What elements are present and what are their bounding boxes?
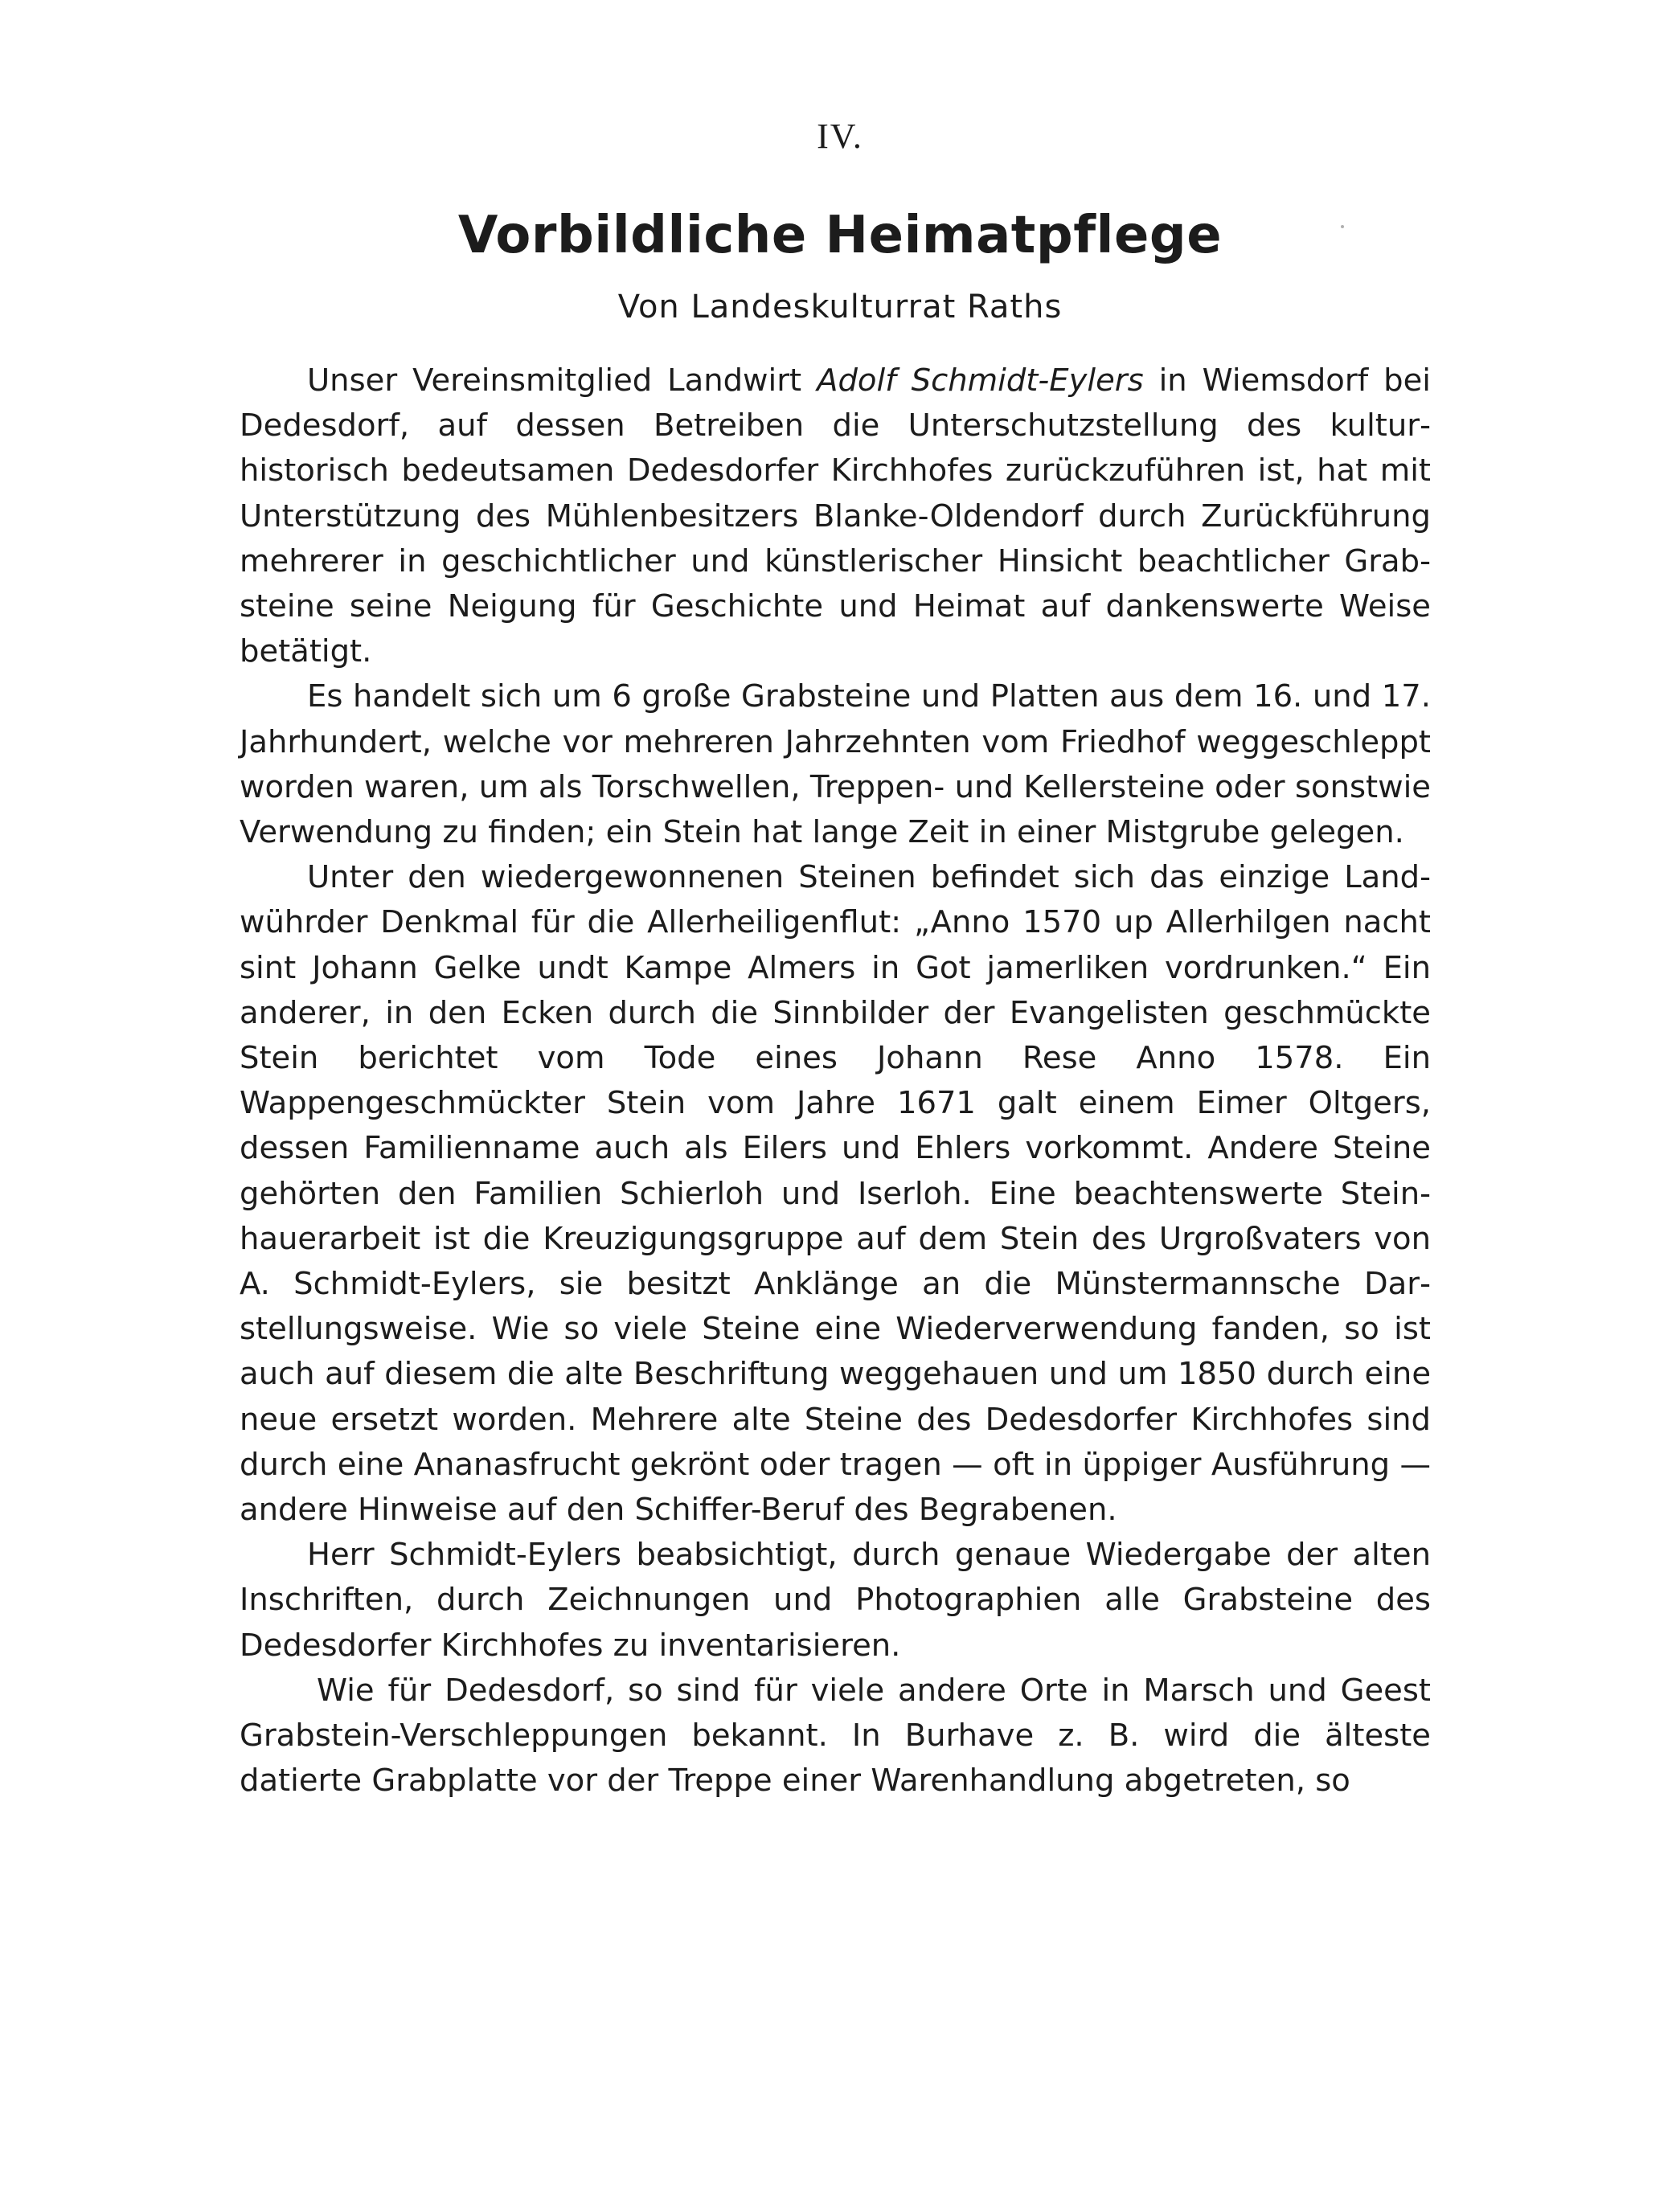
paragraph-5: Wie für Dedesdorf, so sind für viele andere Orte in Marsch und Geest Grabstein-Verschleppungen bekannt. In Burhave z. B. wird die älteste datierte Grabplatte vor der Treppe einer Warenhandlung abgetreten, so bbox=[240, 1672, 1431, 1800]
article-body bbox=[240, 358, 1431, 1804]
chapter-number: IV. bbox=[817, 117, 863, 156]
paragraph-2: Es handelt sich um 6 große Grabsteine und Platten aus dem 16. und 17. Jahrhundert, welche vor mehreren Jahrzehnten vom Friedhof weggeschleppt worden waren, um als Torschwellen, Treppen- und Kellersteine oder sonstwie Verwendung zu finden; ein Stein hat lange Zeit in einer Mistgrube gelegen. bbox=[240, 678, 1431, 851]
page-title: Vorbildliche Heimatpflege bbox=[457, 206, 1223, 265]
paragraph-1-text-end: in Wiemsdorf bei Dedesdorf, auf dessen Betreiben die Unterschutzstellung des kulturhistorisch bedeutsamen Dedesdorfer Kirchhofes zurückzuführen ist, hat mit Unterstützung des Mühlenbesitzers Blanke-Oldendorf durch Zurückführung mehrerer in geschichtlicher und künstlerischer Hinsicht beachtlicher Grabsteine seine Neigung für Geschichte und Heimat auf dankenswerte Weise betätigt. bbox=[240, 362, 1431, 670]
author-line: Von Landeskulturrat Raths bbox=[617, 289, 1063, 326]
paragraph-1-text-start: Unser Vereinsmitglied Landwirt bbox=[307, 362, 817, 399]
scan-speck bbox=[1341, 225, 1344, 228]
person-name-emphasis: Adolf Schmidt-Eylers bbox=[817, 362, 1144, 399]
paragraph-3: Unter den wiedergewonnenen Steinen befindet sich das einzige Landwührder Denkmal für die Allerheiligenflut: „Anno 1570 up Allerhilgen nacht sint Johann Gelke undt Kampe Almers in Got jamerliken vordrunken.“ Ein anderer, in den Ecken durch die Sinnbilder der Evangelisten geschmückte Stein berichtet vom Tode eines Johann Rese Anno 1578. Ein Wappengeschmückter Stein vom Jahre 1671 galt einem Eimer Oltgers, dessen Familienname auch als Eilers und Ehlers vorkommt. Andere Steine gehörten den Familien Schierloh und Iserloh. Eine beachtenswerte Steinhauerarbeit ist die Kreuzigungsgruppe auf dem Stein des Urgroßvaters von A. Schmidt-Eylers, sie besitzt Anklänge an die Münstermannsche Darstellungsweise. Wie so viele Steine eine Wiederverwendung fanden, so ist auch auf diesem die alte Beschriftung weggehauen und um 1850 durch eine neue ersetzt worden. Mehrere alte Steine des Dedesdorfer Kirchhofes sind durch eine Ananasfrucht gekrönt oder tragen — oft in üppiger Ausführung — andere Hinweise auf den Schiffer-Beruf des Begrabenen. bbox=[240, 859, 1431, 1529]
paragraph-1 bbox=[240, 358, 1431, 674]
paragraph-4: Herr Schmidt-Eylers beabsichtigt, durch genaue Wiedergabe der alten Inschriften, durch Zeichnungen und Photographien alle Grabsteine des Dedesdorfer Kirchhofes zu inventarisieren. bbox=[240, 1537, 1431, 1664]
